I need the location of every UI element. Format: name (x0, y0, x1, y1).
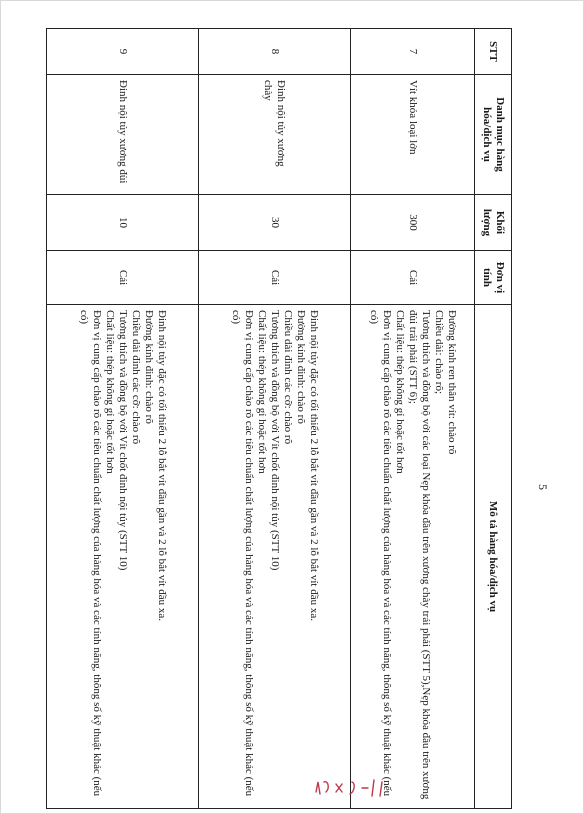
table-header-row (475, 29, 512, 809)
row-stt: 8 (199, 29, 351, 75)
table-row (351, 29, 475, 809)
header-unit: Đơn vị tính (475, 251, 512, 305)
description-line: Đinh nội tủy đặc có tối thiểu 2 lỗ bắt vít đầu gần và 2 lỗ bắt vít đầu xa. (156, 310, 168, 621)
table-row (47, 29, 199, 809)
row-quantity: 10 (47, 195, 199, 251)
description-line: Chất liệu: thép không gỉ hoặc tốt hơn (104, 310, 116, 474)
description-line: Đường kính ren thân vít: chào rõ (446, 310, 458, 455)
row-unit: Cái (47, 251, 199, 305)
row-goods-name: Đinh nội tủy xương chày (199, 75, 351, 195)
description-line: Chất liệu: thép không gỉ hoặc tốt hơn (256, 310, 268, 474)
header-goods-name: Danh mục hàng hóa/dịch vụ (475, 75, 512, 195)
row-unit: Cái (199, 251, 351, 305)
description-line: Chiều dài đinh các cỡ: chào rõ (282, 310, 294, 445)
row-quantity: 30 (199, 195, 351, 251)
description-line: Đinh nội tủy đặc có tối thiểu 2 lỗ bắt vít đầu gần và 2 lỗ bắt vít đầu xa. (308, 310, 320, 621)
row-goods-name: Đinh nội tủy xương đùi (47, 75, 199, 195)
description-line: Tương thích và đồng bộ với Vít chốt đinh nội tủy (STT 10) (269, 310, 281, 571)
description-line: Đường kính đinh: chào rõ (295, 310, 307, 424)
row-stt: 7 (351, 29, 475, 75)
row-description (47, 305, 199, 809)
description-line: Đơn vị cung cấp chào rõ các tiêu chuẩn chất lượng của hàng hóa và các tính năng, thông số kỹ thuật khác (nếu có) (230, 310, 255, 797)
row-goods-name: Vít khóa loại lớn (351, 75, 475, 195)
table-row (199, 29, 351, 809)
header-stt: STT (475, 29, 512, 75)
description-line: Đơn vị cung cấp chào rõ các tiêu chuẩn chất lượng của hàng hóa và các tính năng, thông số kỹ thuật khác (nếu có) (78, 310, 103, 797)
rotated-table-container (47, 28, 512, 808)
description-line: Đường kính đinh: chào rõ (143, 310, 155, 424)
row-unit: Cái (351, 251, 475, 305)
description-line: Tương thích và đồng bộ với các loại Nẹp khóa đầu trên xương chày trái phải (STT 5),Nẹp khóa đầu trên xương đùi trái phải (STT 6); (407, 310, 432, 800)
handwritten-signature-mark (308, 770, 458, 810)
description-line: Tương thích và đồng bộ với Vít chốt đinh nội tủy (STT 10) (117, 310, 129, 571)
header-quantity: Khối lượng (475, 195, 512, 251)
row-description (351, 305, 475, 809)
description-line: Chiều dài đinh các cỡ: chào rõ (130, 310, 142, 445)
row-description (199, 305, 351, 809)
row-quantity: 300 (351, 195, 475, 251)
page-number: 5 (536, 484, 550, 490)
description-line: Đơn vị cung cấp chào rõ các tiêu chuẩn chất lượng của hàng hóa và các tính năng, thông số kỹ thuật khác (nếu có) (368, 310, 393, 797)
description-line: Chiều dài: chào rõ; (433, 310, 445, 395)
description-line: Chất liệu: thép không gỉ hoặc tốt hơn (394, 310, 406, 474)
header-description: Mô tả hàng hóa/dịch vụ (475, 305, 512, 809)
row-stt: 9 (47, 29, 199, 75)
goods-spec-table (46, 28, 512, 809)
